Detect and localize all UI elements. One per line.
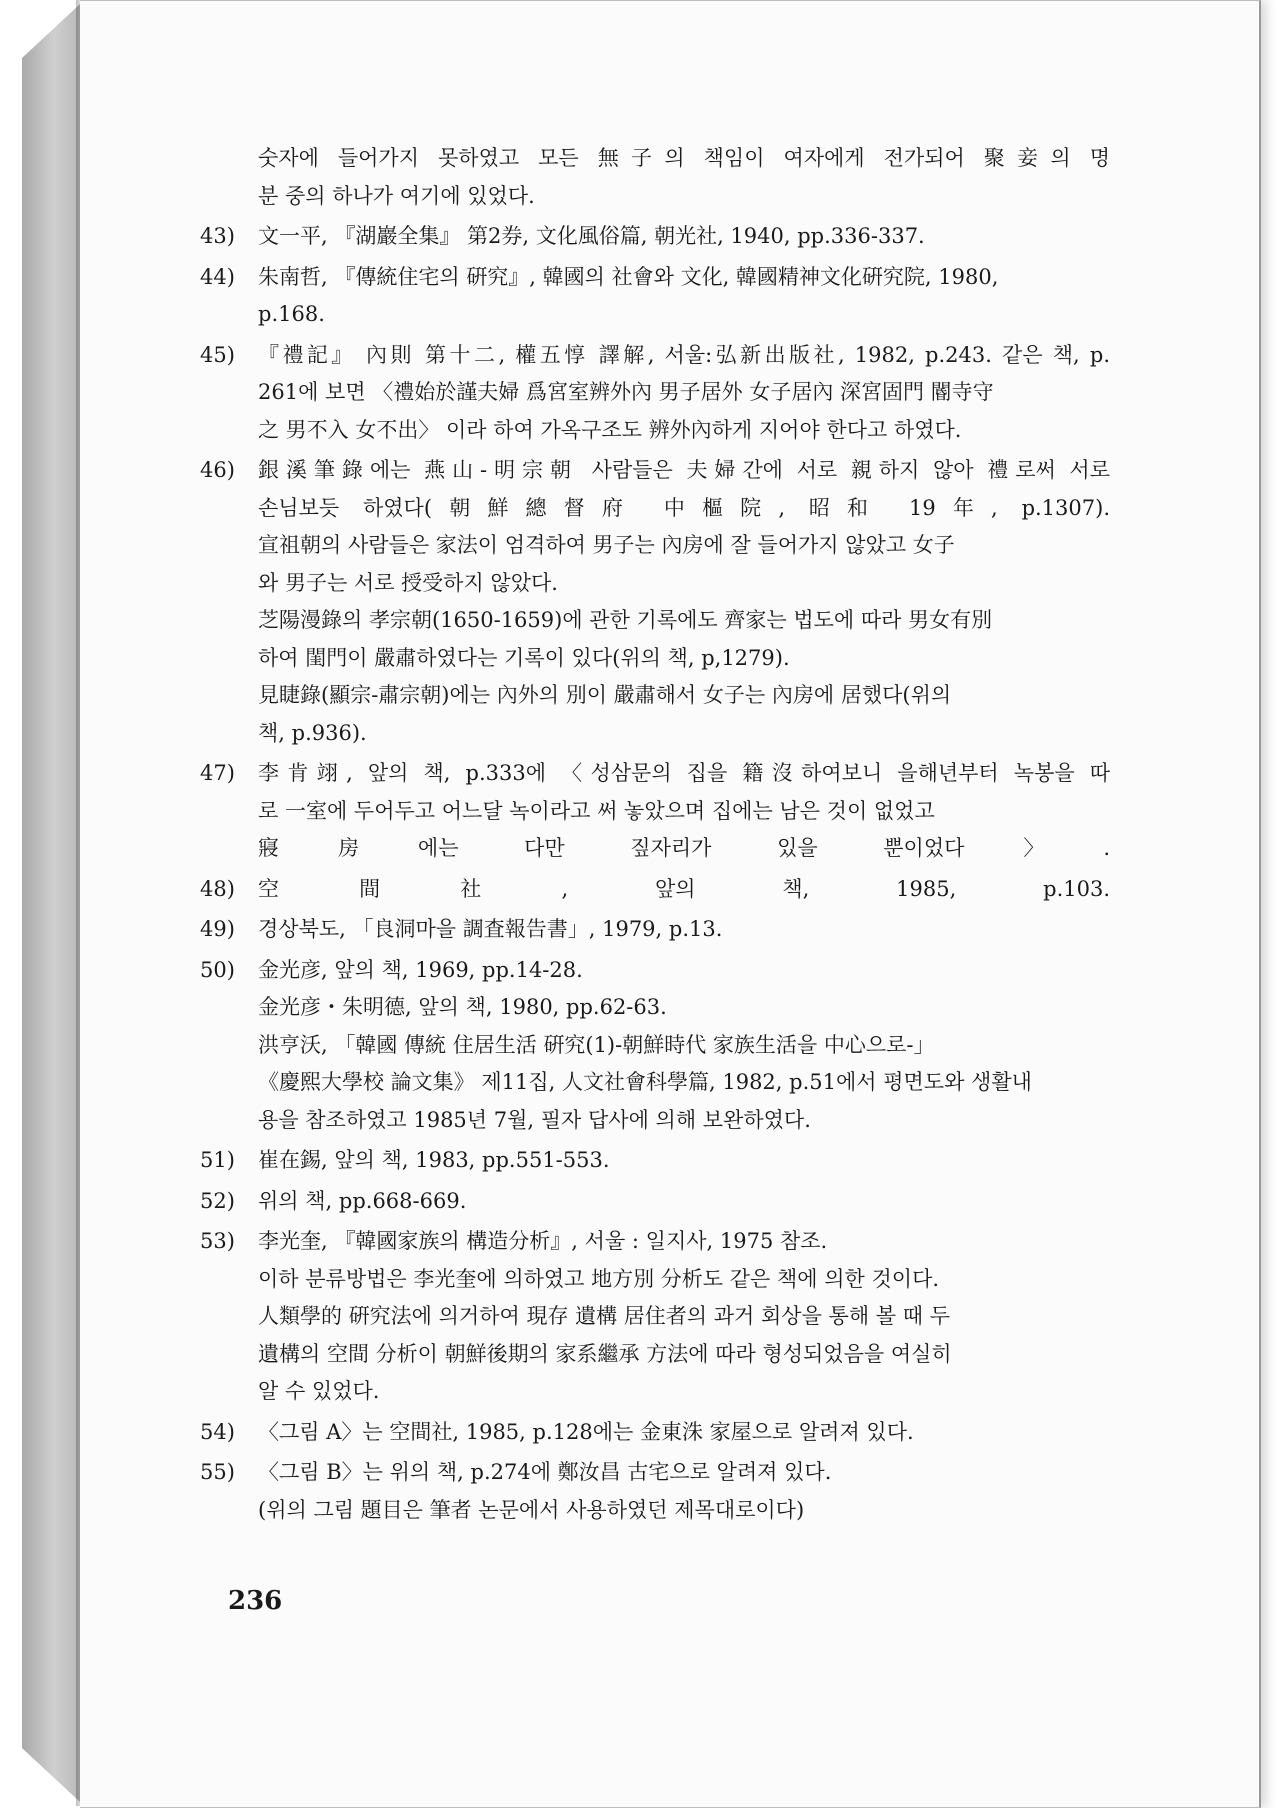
footnote [200,1223,1110,1411]
footnote-line: 알 수 있었다. [258,1379,380,1403]
footnote [200,259,1110,334]
footnote-line: 銀溪筆錄에는 燕山-明宗朝 사람들은 夫婦간에 서로 親하지 않아 禮로써 서로 [258,458,1110,482]
footnote-line: 손님보듯 하였다(朝鮮總督府 中樞院, 昭和 19年, p.1307). [258,495,1110,520]
footnote-line: 金光彦・朱明德, 앞의 책, 1980, pp.62-63. [258,995,667,1019]
footnote-line: (위의 그림 題目은 筆者 논문에서 사용하였던 제목대로이다) [258,1497,805,1522]
footnote-line: 文一平, 『湖巖全集』 第2券, 文化風俗篇, 朝光社, 1940, pp.336-337. [258,224,925,248]
footnote-line: 261에 보면 〈禮始於謹夫婦 爲宮室辨外內 男子居外 女子居內 深宮固門 閽寺守 [258,380,994,404]
footnote [200,1142,1110,1180]
footnote-line: 〈그림 A〉는 空間社, 1985, p.128에는 金東洙 家屋으로 알려져 있다. [258,1419,914,1444]
footnote [200,755,1110,868]
footnote [200,1454,1110,1529]
footnote-line: 《慶熙大學校 論文集》 제11집, 人文社會科學篇, 1982, p.51에서 평면도와 생활내 [258,1070,1032,1094]
footnote-line: 책, p.936). [258,720,367,745]
footnote-number: 50) [200,957,235,982]
footnote-line: 李光奎, 『韓國家族의 構造分析』, 서울 : 일지사, 1975 참조. [258,1229,828,1253]
footnote [200,1183,1110,1221]
footnote-line: 芝陽漫錄의 孝宗朝(1650-1659)에 관한 기록에도 齊家는 법도에 따라 男女有別 [258,608,993,632]
footnote-line: 〈그림 B〉는 위의 책, p.274에 鄭汝昌 古宅으로 알려져 있다. [258,1460,832,1484]
footnote [200,452,1110,752]
footnote-number: 46) [200,458,235,482]
footnote [200,952,1110,1140]
footnote-line: 분 중의 하나가 여기에 있었다. [258,183,535,208]
footnote-number: 51) [200,1148,235,1172]
footnote-number: 47) [200,761,235,785]
footnote-line: 용을 참조하였고 1985년 7월, 필자 답사에 의해 보완하였다. [258,1107,811,1132]
footnote-line: 숫자에 들어가지 못하였고 모든 無子의 책임이 여자에게 전가되어 聚妾의 명 [258,146,1110,170]
footnote-line: 崔在錫, 앞의 책, 1983, pp.551-553. [258,1148,610,1172]
footnote-number: 44) [200,264,235,289]
footnote-line: 경상북도, 「良洞마을 調査報告書」, 1979, p.13. [258,917,723,941]
footnote-line: 之 男不入 女不出〉 이라 하여 가옥구조도 辨外內하게 지어야 한다고 하였다. [258,417,962,442]
footnote-line: 遺構의 空間 分析이 朝鮮後期의 家系繼承 方法에 따라 형성되었음을 여실히 [258,1341,952,1366]
footnote-line: 『禮記』 內則 第十二, 權五惇 譯解, 서울:弘新出版社, 1982, p.243. 같은 책, p. [258,342,1110,367]
footnote-line: p.168. [258,302,325,326]
footnotes-block [200,140,1110,1529]
footnote-line: 하여 閨門이 嚴肅하였다는 기록이 있다(위의 책, p,1279). [258,645,790,670]
book-spine-edge [22,4,80,1802]
footnote-line: 洪亨沃, 「韓國 傳統 住居生活 硏究(1)-朝鮮時代 家族生活을 中心으로-」 [258,1032,935,1057]
footnote-line: 李肯翊, 앞의 책, p.333에 〈성삼문의 집을 籍沒하여보니 을해년부터 녹봉을 따 [258,761,1110,785]
footnote-number: 48) [200,876,235,901]
footnote-line: 이하 분류방법은 李光奎에 의하였고 地方別 分析도 같은 책에 의한 것이다. [258,1266,940,1291]
footnote-number: 52) [200,1188,235,1213]
footnote-number: 55) [200,1460,235,1484]
footnote-line: 宣祖朝의 사람들은 家法이 엄격하여 男子는 內房에 잘 들어가지 않았고 女子 [258,533,955,557]
footnote-number: 49) [200,917,235,941]
footnote-line: 寢房에는 다만 짚자리가 있을 뿐이었다〉. [258,836,1110,860]
footnote [200,871,1110,909]
footnote [200,218,1110,256]
page-number: 236 [228,1586,283,1616]
footnote-line: 見睫錄(顯宗-肅宗朝)에는 內外의 別이 嚴肅해서 女子는 內房에 居했다(위의 [258,683,952,707]
footnote-line: 朱南哲, 『傳統住宅의 硏究』, 韓國의 社會와 文化, 韓國精神文化硏究院, 1980, [258,264,999,289]
footnote-number: 53) [200,1229,235,1253]
footnote-line: 金光彦, 앞의 책, 1969, pp.14-28. [258,957,583,982]
footnote-number: 43) [200,224,235,248]
footnote [200,1414,1110,1452]
footnote-line: 위의 책, pp.668-669. [258,1188,467,1213]
footnote-number: 54) [200,1419,235,1444]
footnote-line: 空間社, 앞의 책, 1985, p.103. [258,876,1110,901]
footnote-number: 45) [200,342,235,367]
footnote-line: 로 一室에 두어두고 어느달 녹이라고 써 놓았으며 집에는 남은 것이 없었고 [258,798,935,823]
footnote [200,140,1110,215]
footnote-line: 와 男子는 서로 授受하지 않았다. [258,570,558,595]
footnote [200,337,1110,450]
footnote-line: 人類學的 硏究法에 의거하여 現存 遺構 居住者의 과거 회상을 통해 볼 때 두 [258,1304,951,1328]
footnote [200,911,1110,949]
